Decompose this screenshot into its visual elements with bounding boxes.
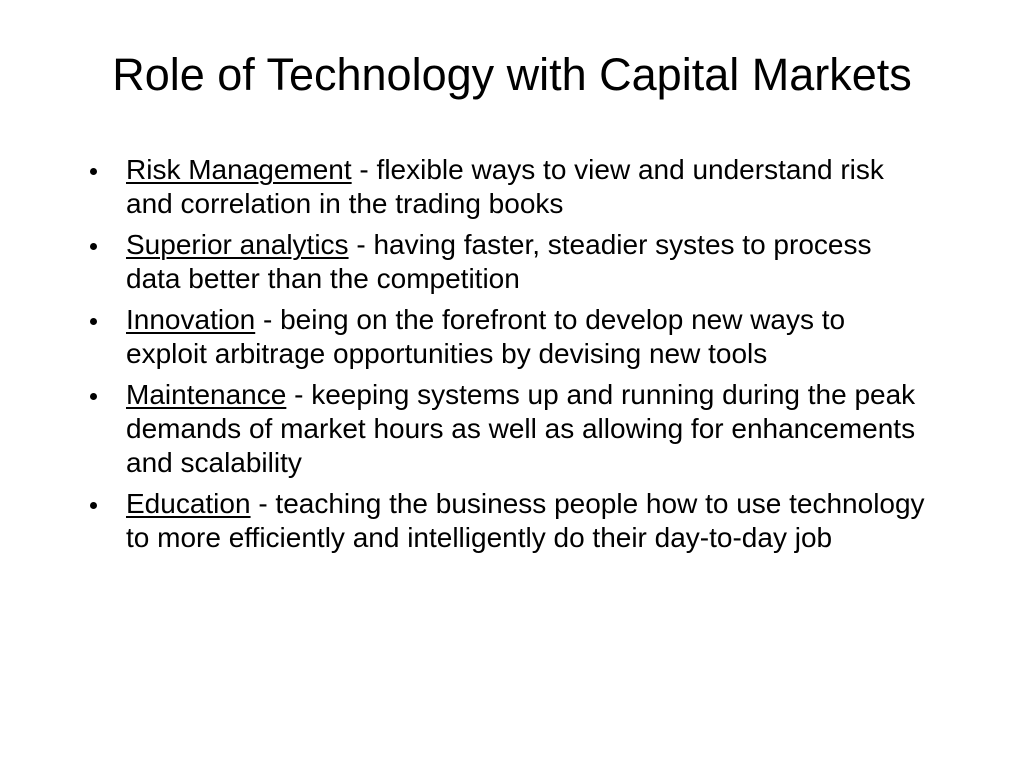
- bullet-line: data better than the competition: [126, 263, 520, 294]
- bullet-line: and correlation in the trading books: [126, 188, 564, 219]
- slide-title: Role of Technology with Capital Markets: [112, 49, 912, 100]
- bullet-item-innovation: [126, 303, 986, 371]
- bullet-line: [126, 228, 986, 262]
- bullet-description: - keeping systems up and running during the peak: [286, 379, 916, 410]
- bullet-line: [126, 153, 986, 187]
- bullet-term: Innovation: [126, 304, 256, 335]
- bullet-line: demands of market hours as well as allowing for enhancements: [126, 413, 916, 444]
- bullet-description: - being on the forefront to develop new ways to: [255, 304, 846, 335]
- bullet-line: to more efficiently and intelligently do their day-to-day job: [126, 522, 833, 553]
- bullet-term: Superior analytics: [126, 229, 349, 260]
- bullet-line: [126, 378, 986, 412]
- bullet-marker: [90, 393, 97, 400]
- bullet-term: Education: [126, 488, 251, 519]
- bullet-description: - flexible ways to view and understand risk: [351, 154, 884, 185]
- bullet-item-superior-analytics: [126, 228, 986, 296]
- bullet-line: [126, 303, 986, 337]
- bullet-list: [126, 153, 986, 562]
- bullet-line: [126, 487, 986, 521]
- bullet-description: - teaching the business people how to use technology: [250, 488, 925, 519]
- bullet-item-risk-management: [126, 153, 986, 221]
- bullet-term: Risk Management: [126, 154, 352, 185]
- bullet-marker: [90, 243, 97, 250]
- bullet-marker: [90, 168, 97, 175]
- bullet-item-education: [126, 487, 986, 555]
- bullet-line: exploit arbitrage opportunities by devising new tools: [126, 338, 768, 369]
- bullet-item-maintenance: [126, 378, 986, 480]
- bullet-term: Maintenance: [126, 379, 287, 410]
- bullet-marker: [90, 318, 97, 325]
- bullet-description: - having faster, steadier systes to process: [348, 229, 872, 260]
- bullet-marker: [90, 502, 97, 509]
- bullet-line: and scalability: [126, 447, 302, 478]
